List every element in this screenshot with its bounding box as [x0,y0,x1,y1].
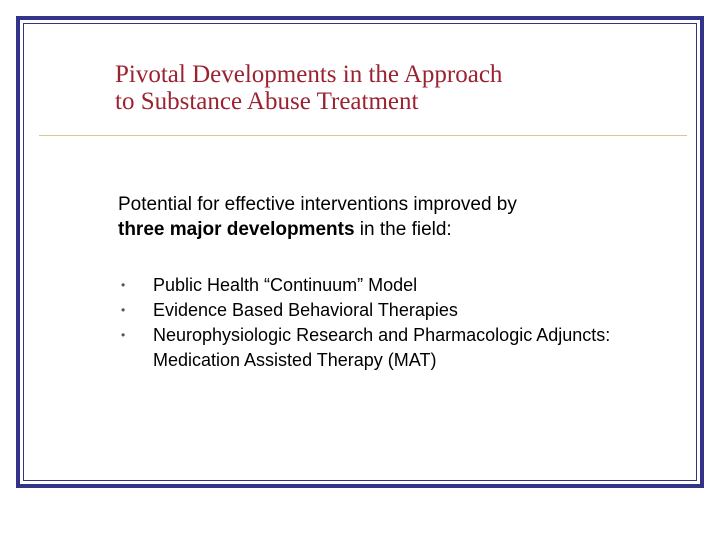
bullet-text-2: Evidence Based Behavioral Therapies [153,300,458,320]
bullet-dot-icon: • [121,328,126,342]
bullet-item-2 [118,298,678,323]
bullet-item-3 [118,323,678,373]
intro-bold: three major developments [118,219,355,240]
intro-part-1: Potential for effective interventions improved by [118,194,517,215]
bullet-text-3: Neurophysiologic Research and Pharmacologic Adjuncts: Medication Assisted Therapy (MAT) [153,325,611,370]
title-divider [39,135,687,136]
bullet-text-1: Public Health “Continuum” Model [153,275,418,295]
bullet-item-1 [118,273,678,298]
slide-frame [16,16,704,488]
bullet-dot-icon: • [121,303,126,317]
title-line-2: to Substance Abuse Treatment [115,88,419,115]
title-line-1: Pivotal Developments in the Approach [115,61,503,88]
intro-text [118,192,678,242]
slide-title [115,61,635,115]
bullet-list [118,273,678,373]
intro-part-2: in the field: [354,219,452,240]
bullet-dot-icon: • [121,278,126,292]
